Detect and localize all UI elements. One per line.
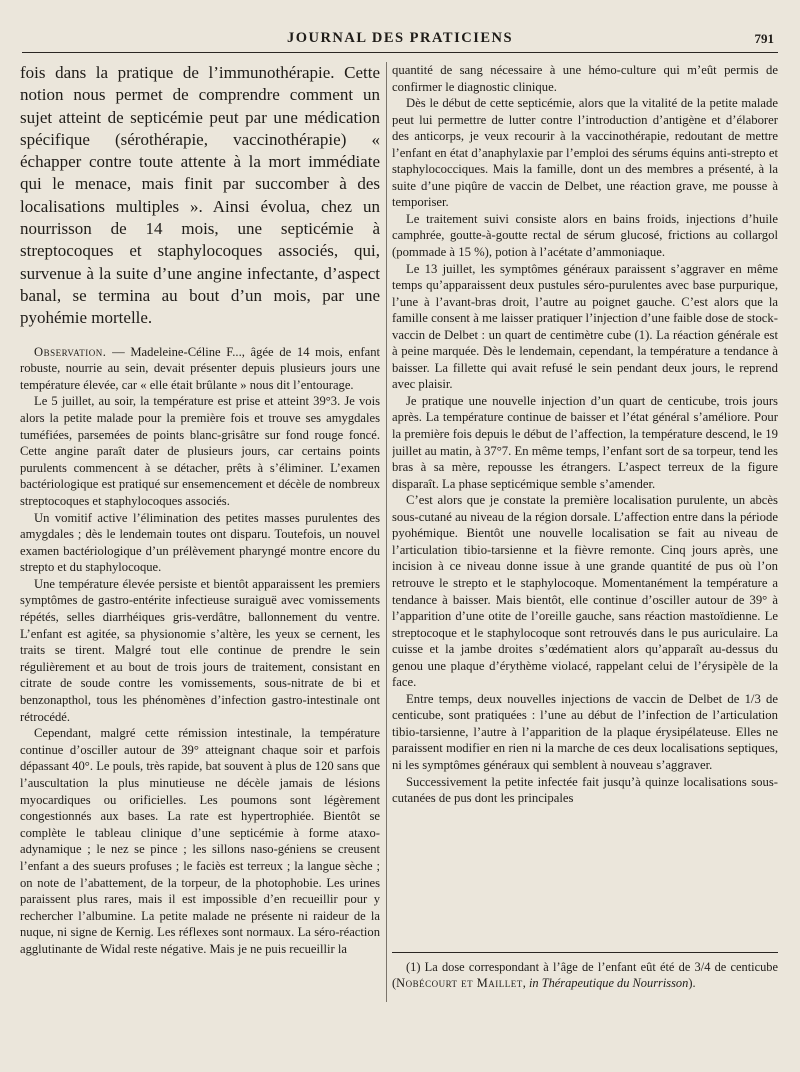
observation-paragraph: Un vomitif active l’élimination des petites masses purulentes des amygdales ; dès le lendemain toutes ont disparu. Toutefois, un nouvel examen bactériologique d’un prélèvement pharyngé montre encore du strepto et du staphylocoque.	[20, 510, 380, 575]
body-paragraph: Dès le début de cette septicémie, alors que la vitalité de la petite malade peut lui permettre de lutter contre l’introduction d’antigène et d’élaborer des anticorps, je veux recourir à la vaccinothérapie, redoutant de mettre l’enfant en état d’anaphylaxie par l’emploi des sérums équins anti-strepto et staphylococciques. Mais la famille, dont un des membres a présenté, à la suite d’une piqûre de vaccin de Delbet, une réaction grave, me pousse à temporiser.	[392, 96, 778, 210]
body-paragraph: Le traitement suivi consiste alors en bains froids, injections d’huile camphrée, goutte-à-goutte rectal de sérum glucosé, frictions au collargol (pommade à 15 %), potion à l’acétate d’ammoniaque.	[392, 211, 778, 260]
body-paragraph: Le 13 juillet, les symptômes généraux paraissent s’aggraver en même temps qu’apparaissent deux pustules séro-purulentes avec base purpurique, l’une à l’avant-bras droit, l’autre au poignet gauche. C’est alors que la famille consent à me laisser pratiquer l’injection d’une faible dose de stock-vaccin de Delbet : un quart de centimètre cube (1). La réaction générale est à peine marquée. Dès le lendemain, cependant, la température a tendance à baisser. La fillette qui avait refusé le sein pendant deux jours, le reprend avec plaisir.	[392, 261, 778, 392]
body-paragraph: Je pratique une nouvelle injection d’un quart de centicube, trois jours après. La température continue de baisser et l’état général s’améliore. Pour la première fois depuis le début de l’affection, la température descend, le 19 juillet au matin, à 37°7. En même temps, l’enfant sort de sa torpeur, tend les bras à sa mère, repousse les étrangers. L’aspect terreux de la figure disparaît. La phase septicémique semble s’amender.	[392, 393, 778, 491]
running-header	[22, 30, 778, 53]
body-paragraph: quantité de sang nécessaire à une hémo-culture qui m’eût permis de confirmer le diagnostic clinique.	[392, 63, 778, 94]
page-number: 791	[754, 31, 774, 46]
body-paragraph: C’est alors que je constate la première localisation purulente, un abcès sous-cutané au niveau de la région dorsale. L’affection entre dans la période pyohémique. Bientôt une nouvelle localisation se fait au niveau de l’articulation tibio-tarsienne et la fièvre remonte. Cinq jours après, une incision à ce niveau donne issue à une grande quantité de pus où l’on retrouve le strepto et le staphylocoque. Momentanément la température a tendance à baisser. Mais bientôt, elle continue d’osciller autour de 39° à l’apparition d’une otite de l’oreille gauche, sans réaction mastoïdienne. Le streptocoque et le staphylocoque sont retrouvés dans le pus auriculaire. La cuisse et la jambe droites s’œdématient alors qu’apparaît au-dessus du genou une plaque d’érythème violacé, rappelant celui de l’érysipèle de la face.	[392, 493, 778, 690]
right-column	[392, 62, 778, 1062]
observation-intro-paragraph	[20, 344, 380, 394]
footnote-text-end: ).	[688, 976, 696, 990]
observation-paragraph: Une température élevée persiste et bientôt apparaissent les premiers symptômes de gastro-entérite infectieuse suraiguë avec vomissements répétés, selles diarrhéiques gris-verdâtre, ballonnement du ventre. L’enfant est agitée, sa physionomie s’altère, les yeux se cernent, les traits se tirent. Malgré tout elle continue de prendre le sein régulièrement et au bout de trois jours de traitement, consistant en citrate de soude contre les vomissements, sous-nitrate de bi et benzonapthol, tous les phénomènes d’infection gastro-intestinale ont rétrocédé.	[20, 576, 380, 724]
lead-paragraph: fois dans la pratique de l’immunothérapie. Cette notion nous permet de comprendre comment un sujet atteint de septicémie peut par une médication spécifique (sérothérapie, vaccinothérapie) « échapper contre toute attente à la mort immédiate qui le menace, mais finit par succomber à des localisations multiples ». Ainsi évolua, chez un nourrisson de 14 mois, une septicémie à streptocoques et staphylocoques associés, qui, survenue à la suite d’une angine infectante, d’aspect banal, se termina au bout d’un mois, par une pyohémie mortelle.	[20, 63, 380, 328]
observation-paragraph: Cependant, malgré cette rémission intestinale, la température continue d’osciller autour de 39° atteignant chaque soir et parfois dépassant 40°. Le pouls, très rapide, bat souvent à plus de 120 sans que l’auscultation la plus minutieuse ne décèle jamais de lésions myocardiques ou orificielles. Les poumons sont légèrement congestionnés aux bases. La rate est hypertrophiée. Bientôt se complète le tableau clinique d’une septicémie à forme ataxo-adynamique ; le nez se pince ; les sillons naso-géniens se creusent l’enfant a des sueurs profuses ; le faciès est terreux ; la langue sèche ; on note de l’abattement, de la torpeur, de la photophobie. Les urines paraissent plus rares, mais il est impossible d’en recueillir pour y rechercher l’albumine. La petite malade ne présente ni raideur de la nuque, ni signe de Kernig. Les réflexes sont normaux. La séro-réaction agglutinante de Widal reste négative. Mais je ne puis recueillir la	[20, 726, 380, 956]
left-column	[20, 62, 380, 1062]
observation-label: Observation.	[34, 344, 107, 359]
footnote-work: in Thérapeutique du Nourrisson	[528, 976, 689, 990]
footnote	[392, 952, 778, 991]
journal-title: JOURNAL DES PRATICIENS	[286, 30, 514, 46]
observation-intro: — Madeleine-Céline F..., âgée de 14 mois, enfant robuste, nourrie au sein, devait présenter depuis plusieurs jours une température élevée, car « elle était brûlante » nous dit l’entourage.	[20, 344, 380, 392]
footnote-separator: ,	[522, 976, 529, 990]
footnote-text-start: (1) La dose correspondant à l’âge de l’enfant eût été de 3/4 de centicube (	[392, 960, 778, 990]
body-paragraph: Successivement la petite infectée fait jusqu’à quinze localisations sous-cutanées de pus dont les principales	[392, 774, 778, 806]
observation-paragraph: Le 5 juillet, au soir, la température est prise et atteint 39°3. Je vois alors la petite malade pour la première fois et trouve ses amygdales tuméfiées, parsemées de points blanc-grisâtre sur fond rouge foncé. Cette angine paraît dater de plusieurs jours, car certains points purulents commencent à se détacher, prêts à s’éliminer. L’examen bactériologique est pratiqué sur ensemencement et décèle de nombreux streptocoques et staphylocoques associés.	[20, 394, 380, 508]
body-paragraph: Entre temps, deux nouvelles injections de vaccin de Delbet de 1/3 de centicube, sont pratiquées : l’une au début de l’infection de l’articulation tibio-tarsienne, l’autre à l’apparition de la plaque érysipélateuse. Elles ne paraissent modifier en rien ni la marche de ces deux localisations septiques, ni les symptômes généraux qui semblent à nouveau s’aggraver.	[392, 691, 778, 772]
column-divider	[386, 62, 387, 1002]
footnote-authors: Nobécourt et Maillet	[396, 976, 523, 990]
